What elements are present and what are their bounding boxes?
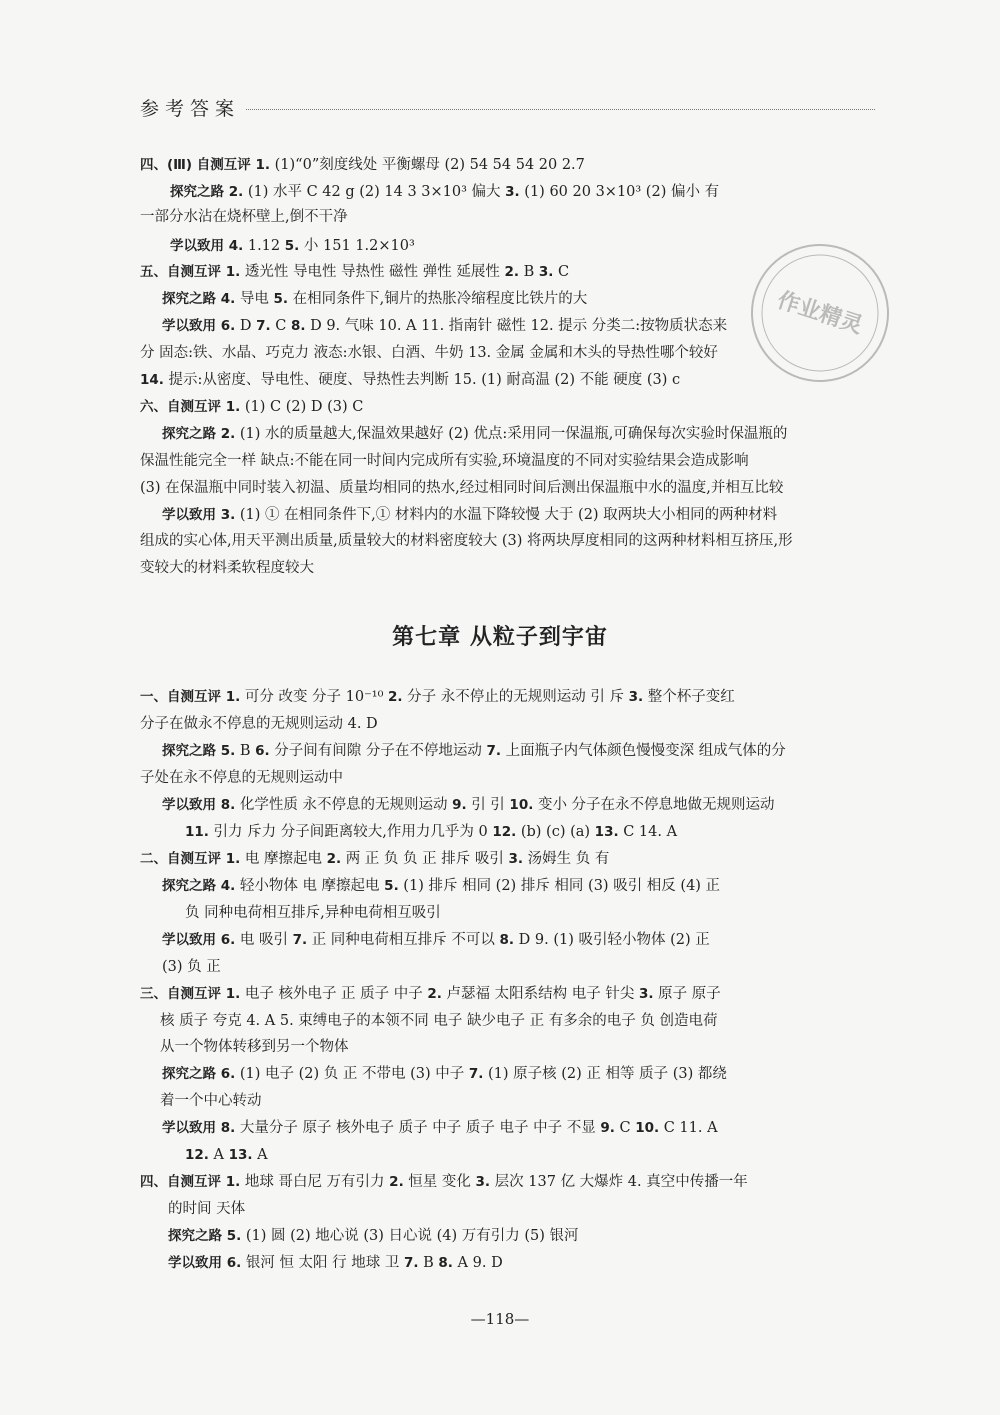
answer-label: 7. — [404, 1255, 419, 1271]
answer-text: (1) 电子 (2) 负 正 不带电 (3) 中子 — [235, 1066, 469, 1082]
answer-text: C — [270, 318, 291, 334]
page-header — [140, 94, 875, 121]
answer-label: 12. — [492, 824, 517, 840]
answer-text: 电 吸引 — [235, 932, 293, 948]
answer-label: 探究之路 6. — [162, 1066, 236, 1082]
answer-label: 7. — [292, 932, 308, 948]
answer-label: 8. — [290, 318, 306, 334]
answer-text: (3) 负 正 — [162, 959, 221, 975]
answer-label: 3. — [638, 986, 654, 1002]
answer-label: 2. — [389, 1174, 404, 1190]
answer-label: 13. — [228, 1147, 253, 1163]
answer-line — [162, 1064, 727, 1084]
answer-label: 探究之路 5. — [168, 1228, 242, 1244]
answer-text: 银河 恒 太阳 行 地球 卫 — [241, 1255, 404, 1271]
answer-text: (1) 圆 (2) 地心说 (3) 日心说 (4) 万有引力 (5) 银河 — [241, 1228, 579, 1244]
answer-label: 2. — [326, 851, 342, 867]
answer-line — [185, 822, 677, 842]
answer-text: 层次 137 亿 大爆炸 4. 真空中传播一年 — [490, 1174, 748, 1190]
answer-label: 2. — [388, 689, 403, 705]
answer-label: 10. — [635, 1120, 660, 1136]
answer-text: D 9. 气味 10. A 11. 指南针 磁性 12. 提示 分类二:按物质状态来 — [305, 318, 728, 334]
answer-text: 卢瑟福 太阳系结构 电子 针尖 — [441, 986, 639, 1002]
answer-label: 学以致用 8. — [162, 1120, 236, 1136]
svg-text:作业精灵: 作业精灵 — [774, 287, 866, 339]
answer-label: 8. — [438, 1255, 453, 1271]
answer-line — [140, 1172, 748, 1192]
answer-text: (3) 在保温瓶中同时装入初温、质量均相同的热水,经过相同时间后测出保温瓶中水的温度,并相互比较 — [140, 480, 784, 496]
answer-line — [140, 343, 718, 363]
answer-line — [185, 903, 441, 923]
answer-text: 引 引 — [466, 797, 510, 813]
answer-label: 3. — [628, 689, 644, 705]
answer-label: 6. — [255, 743, 270, 759]
answer-text: 保温性能完全一样 缺点:不能在同一时间内完成所有实验,环境温度的不同对实验结果会造成影响 — [140, 453, 749, 469]
answer-text: A 9. D — [452, 1255, 503, 1271]
answer-label: 五、自测互评 1. — [140, 264, 241, 280]
answer-text: 分子在做永不停息的无规则运动 4. D — [140, 716, 378, 732]
answer-label: 3. — [505, 184, 520, 200]
answer-label: 三、自测互评 1. — [140, 986, 241, 1002]
answer-label: 8. — [499, 932, 515, 948]
answer-text: 正 同种电荷相互排斥 不可以 — [307, 932, 500, 948]
answer-text: (1) ① 在相同条件下,① 材料内的水温下降较慢 大于 (2) 取两块大小相同的两种材料 — [235, 507, 778, 523]
answer-label: 一、自测互评 1. — [140, 689, 241, 705]
answer-text: 两 正 负 负 正 排斥 吸引 — [341, 851, 509, 867]
answer-text: D 9. (1) 吸引轻小物体 (2) 正 — [514, 932, 710, 948]
answer-text: (1)“0”刻度线处 平衡螺母 (2) 54 54 54 20 2.7 — [270, 157, 585, 173]
answer-label: 13. — [594, 824, 619, 840]
answer-label: 3. — [508, 851, 523, 867]
answer-text: 从一个物体转移到另一个物体 — [160, 1039, 349, 1055]
answer-line — [140, 207, 348, 227]
answer-text: D — [235, 318, 257, 334]
answer-text: 分 固态:铁、水晶、巧克力 液态:水银、白酒、牛奶 13. 金属 金属和木头的导热性哪个较好 — [140, 345, 718, 361]
answer-text: (b) (c) (a) — [516, 824, 595, 840]
page-number: —118— — [470, 1310, 530, 1328]
answer-line — [140, 397, 363, 417]
answer-text: C — [614, 1120, 636, 1136]
answer-line — [140, 451, 749, 471]
answer-text: 着一个中心转动 — [160, 1093, 262, 1109]
answer-text: 的时间 天体 — [168, 1201, 246, 1217]
answer-line — [162, 316, 727, 336]
answer-label: 学以致用 8. — [162, 797, 236, 813]
answer-line — [162, 741, 786, 761]
answer-label: 5. — [273, 291, 288, 307]
answer-line — [162, 1118, 718, 1138]
answer-text: (1) 60 20 3×10³ (2) 偏小 有 — [519, 184, 720, 200]
answer-line — [162, 930, 710, 950]
answer-text: 核 质子 夸克 4. A 5. 束缚电子的本领不同 电子 缺少电子 正 有多余的电子 负 创造电荷 — [160, 1013, 718, 1029]
answer-text: 地球 哥白尼 万有引力 — [240, 1174, 390, 1190]
answer-label: 2. — [427, 986, 442, 1002]
answer-text: B — [519, 264, 539, 280]
answer-line — [162, 505, 777, 525]
answer-line — [162, 795, 775, 815]
answer-text: 化学性质 永不停息的无规则运动 — [235, 797, 453, 813]
answer-line — [162, 876, 720, 896]
answer-label: 5. — [284, 238, 300, 254]
answer-label: 学以致用 6. — [168, 1255, 242, 1271]
answer-line — [140, 155, 585, 175]
answer-label: 7. — [256, 318, 271, 334]
answer-text: 子处在永不停息的无规则运动中 — [140, 770, 343, 786]
answer-line — [170, 236, 415, 256]
answer-line — [168, 1199, 245, 1219]
answer-label: 学以致用 6. — [162, 932, 236, 948]
answer-text: 在相同条件下,铜片的热胀冷缩程度比铁片的大 — [287, 291, 588, 307]
answer-label: 探究之路 2. — [162, 426, 236, 442]
answer-label: 2. — [504, 264, 520, 280]
answer-line — [168, 1226, 579, 1246]
answer-line — [170, 182, 719, 202]
answer-label: 9. — [452, 797, 467, 813]
answer-label: 11. — [185, 824, 209, 840]
answer-text: 变较大的材料柔软程度较大 — [140, 560, 314, 576]
answer-text: (1) 原子核 (2) 正 相等 质子 (3) 都绕 — [483, 1066, 727, 1082]
answer-text: 变小 分子在永不停息地做无规则运动 — [533, 797, 775, 813]
answer-text: B — [235, 743, 256, 759]
answer-label: 探究之路 2. — [170, 184, 244, 200]
answer-text: 负 同种电荷相互排斥,异种电荷相互吸引 — [185, 905, 441, 921]
answer-label: 7. — [468, 1066, 484, 1082]
answer-text: A — [208, 1147, 229, 1163]
answer-text: C 11. A — [659, 1120, 718, 1136]
answer-text: 轻小物体 电 摩擦起电 — [235, 878, 385, 894]
answer-text: A — [252, 1147, 268, 1163]
answer-text: C 14. A — [618, 824, 678, 840]
answer-label: 四、(Ⅲ) 自测互评 1. — [140, 157, 271, 173]
answer-line — [162, 289, 587, 309]
answer-text: 恒星 变化 — [403, 1174, 476, 1190]
watermark-stamp-icon — [735, 228, 905, 398]
answer-text: 透光性 导电性 导热性 磁性 弹性 延展性 — [240, 264, 505, 280]
answer-text: 原子 原子 — [653, 986, 721, 1002]
answer-line — [140, 478, 783, 498]
answer-line — [140, 370, 680, 390]
answer-text: 分子 永不停止的无规则运动 引 斥 — [402, 689, 629, 705]
answer-text: 汤姆生 负 有 — [523, 851, 610, 867]
answer-line — [140, 984, 721, 1004]
header-divider — [246, 109, 875, 110]
answer-text: 组成的实心体,用天平测出质量,质量较大的材料密度较大 (3) 将两块厚度相同的这两种材料相互挤压,形 — [140, 533, 793, 549]
header-title: 参考答案 — [140, 98, 241, 120]
answer-text: 提示:从密度、导电性、硬度、导热性去判断 15. (1) 耐高温 (2) 不能 硬度 (3) c — [163, 372, 681, 388]
answer-line — [140, 714, 378, 734]
answer-text: 1.12 — [243, 238, 285, 254]
answer-text: 小 151 1.2×10³ — [299, 238, 415, 254]
answer-text: 可分 改变 分子 10⁻¹⁰ — [240, 689, 389, 705]
answer-line — [162, 424, 787, 444]
answer-label: 学以致用 6. — [162, 318, 236, 334]
chapter-title: 第七章 从粒子到宇宙 — [392, 625, 608, 650]
answer-text: (1) 水平 C 42 g (2) 14 3 3×10³ 偏大 — [243, 184, 506, 200]
answer-text: C — [553, 264, 570, 280]
answer-text: 电 摩擦起电 — [240, 851, 327, 867]
answer-line — [140, 262, 569, 282]
answer-line — [140, 768, 343, 788]
answer-line — [140, 531, 793, 551]
answer-text: 整个杯子变红 — [643, 689, 735, 705]
answer-text: (1) C (2) D (3) C — [240, 399, 364, 415]
answer-line — [140, 687, 735, 707]
answer-label: 3. — [538, 264, 554, 280]
answer-text: 一部分水沾在烧杯壁上,倒不干净 — [140, 209, 348, 225]
answer-label: 10. — [509, 797, 534, 813]
answer-label: 探究之路 4. — [162, 291, 236, 307]
answer-label: 7. — [486, 743, 501, 759]
answer-text: 电子 核外电子 正 质子 中子 — [240, 986, 428, 1002]
answer-label: 探究之路 4. — [162, 878, 236, 894]
answer-label: 四、自测互评 1. — [140, 1174, 241, 1190]
answer-text: 上面瓶子内气体颜色慢慢变深 组成气体的分 — [501, 743, 786, 759]
answer-line — [160, 1011, 717, 1031]
answer-line — [140, 558, 314, 578]
answer-label: 六、自测互评 1. — [140, 399, 241, 415]
answer-label: 12. — [185, 1147, 209, 1163]
answer-text: (1) 水的质量越大,保温效果越好 (2) 优点:采用同一保温瓶,可确保每次实验时保温瓶的 — [235, 426, 788, 442]
answer-line — [160, 1091, 262, 1111]
answer-line — [162, 957, 221, 977]
answer-line — [140, 849, 609, 869]
answer-line — [168, 1253, 503, 1273]
answer-text: 导电 — [235, 291, 274, 307]
answer-line — [185, 1145, 268, 1165]
answer-line — [160, 1037, 349, 1057]
answer-text: 分子间有间隙 分子在不停地运动 — [269, 743, 487, 759]
answer-label: 5. — [384, 878, 399, 894]
answer-label: 探究之路 5. — [162, 743, 236, 759]
answer-label: 14. — [140, 372, 164, 388]
answer-label: 学以致用 3. — [162, 507, 236, 523]
answer-text: 大量分子 原子 核外电子 质子 中子 质子 电子 中子 不显 — [235, 1120, 601, 1136]
answer-label: 二、自测互评 1. — [140, 851, 241, 867]
answer-label: 9. — [600, 1120, 615, 1136]
answer-label: 学以致用 4. — [170, 238, 244, 254]
answer-text: (1) 排斥 相同 (2) 排斥 相同 (3) 吸引 相反 (4) 正 — [398, 878, 721, 894]
answer-label: 3. — [475, 1174, 491, 1190]
answer-text: 引力 斥力 分子间距离较大,作用力几乎为 0 — [208, 824, 493, 840]
answer-text: B — [418, 1255, 439, 1271]
